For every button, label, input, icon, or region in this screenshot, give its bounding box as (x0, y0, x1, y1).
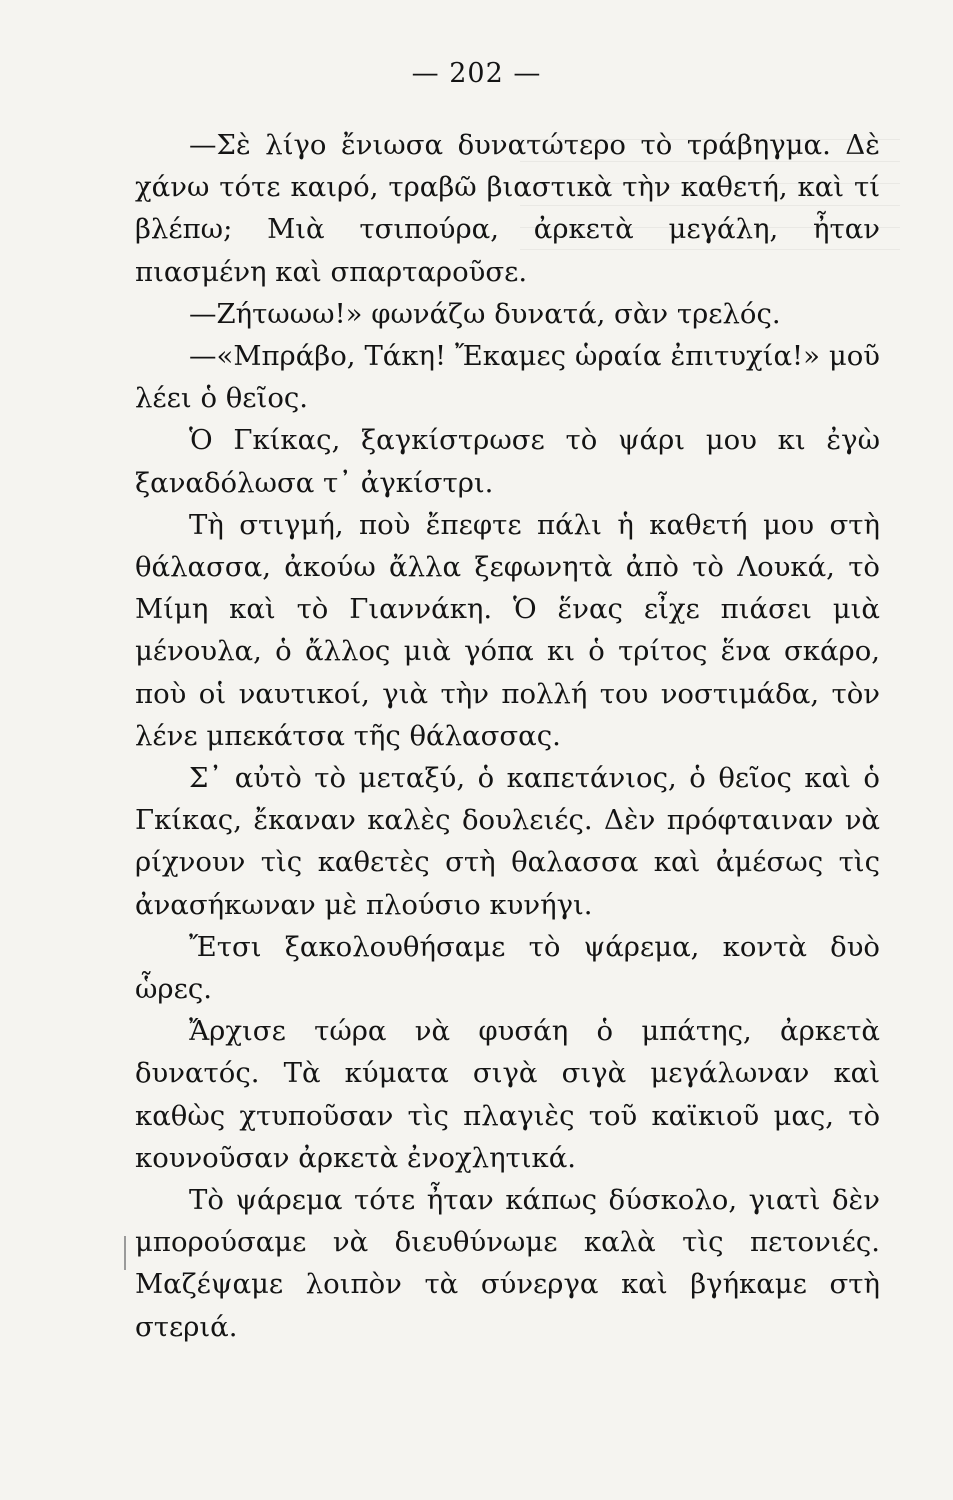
paragraph: Ὁ Γκίκας, ξαγκίστρωσε τὸ ψάρι μου κι ἐγὼ ξαναδόλωσα τ᾿ ἀγκίστρι. (135, 424, 880, 499)
paragraph: —Σὲ λίγο ἔνιωσα δυνατώτερο τὸ τράβηγμα. Δὲ χάνω τότε καιρό, τραβῶ βιαστικὰ τὴν καθετή, καὶ τί βλέπω; Μιὰ τσιπούρα, ἀρκετὰ μεγάλη, ἦταν πιασμένη καὶ σπαρταροῦσε. (135, 129, 880, 288)
body-text (135, 124, 880, 1348)
paragraph: Ἔτσι ξακολουθήσαμε τὸ ψάρεμα, κοντὰ δυὸ ὧρες. (135, 930, 880, 1006)
margin-mark (124, 1236, 126, 1270)
paragraph: Τὸ ψάρεμα τότε ἦταν κάπως δύσκολο, γιατὶ δὲν μπορούσαμε νὰ διευθύνωμε καλὰ τὶς πετονιές. Μαζέψαμε λοιπὸν τὰ σύνεργα καὶ βγήκαμε στὴ στεριά. (135, 1184, 880, 1343)
page-number: — 202 — (411, 58, 542, 89)
paragraph: —Ζήτωωω!» φωνάζω δυνατά, σὰν τρελός. (189, 297, 781, 330)
paragraph: Σ᾿ αὐτὸ τὸ μεταξύ, ὁ καπετάνιος, ὁ θεῖος καὶ ὁ Γκίκας, ἔκαναν καλὲς δουλειές. Δὲν πρόφταιναν νὰ ρίχνουν τὶς καθετὲς στὴ θαλασσα καὶ ἀμέσως τὶς ἀνασήκωναν μὲ πλούσιο κυνήγι. (135, 762, 880, 921)
paragraph: Τὴ στιγμή, ποὺ ἔπεφτε πάλι ἡ καθετή μου στὴ θάλασσα, ἀκούω ἄλλα ξεφωνητὰ ἀπὸ τὸ Λουκά, τὸ Μίμη καὶ τὸ Γιαννάκη. Ὁ ἕνας εἶχε πιάσει μιὰ μένουλα, ὁ ἄλλος μιὰ γόπα κι ὁ τρίτος ἕνα σκάρο, ποὺ οἱ ναυτικοί, γιὰ τὴν πολλή του νοστιμάδα, τὸν λένε μπεκάτσα τῆς θάλασσας. (135, 508, 880, 752)
paragraph: Ἄρχισε τώρα νὰ φυσάη ὁ μπάτης, ἀρκετὰ δυνατός. Τὰ κύματα σιγὰ σιγὰ μεγάλωναν καὶ καθὼς χτυποῦσαν τὶς πλαγιὲς τοῦ καϊκιοῦ μας, τὸ κουνοῦσαν ἀρκετὰ ἐνοχλητικά. (135, 1015, 880, 1174)
paragraph: —«Μπράβο, Τάκη! Ἔκαμες ὡραία ἐπιτυχία!» μοῦ λέει ὁ θεῖος. (135, 340, 880, 415)
